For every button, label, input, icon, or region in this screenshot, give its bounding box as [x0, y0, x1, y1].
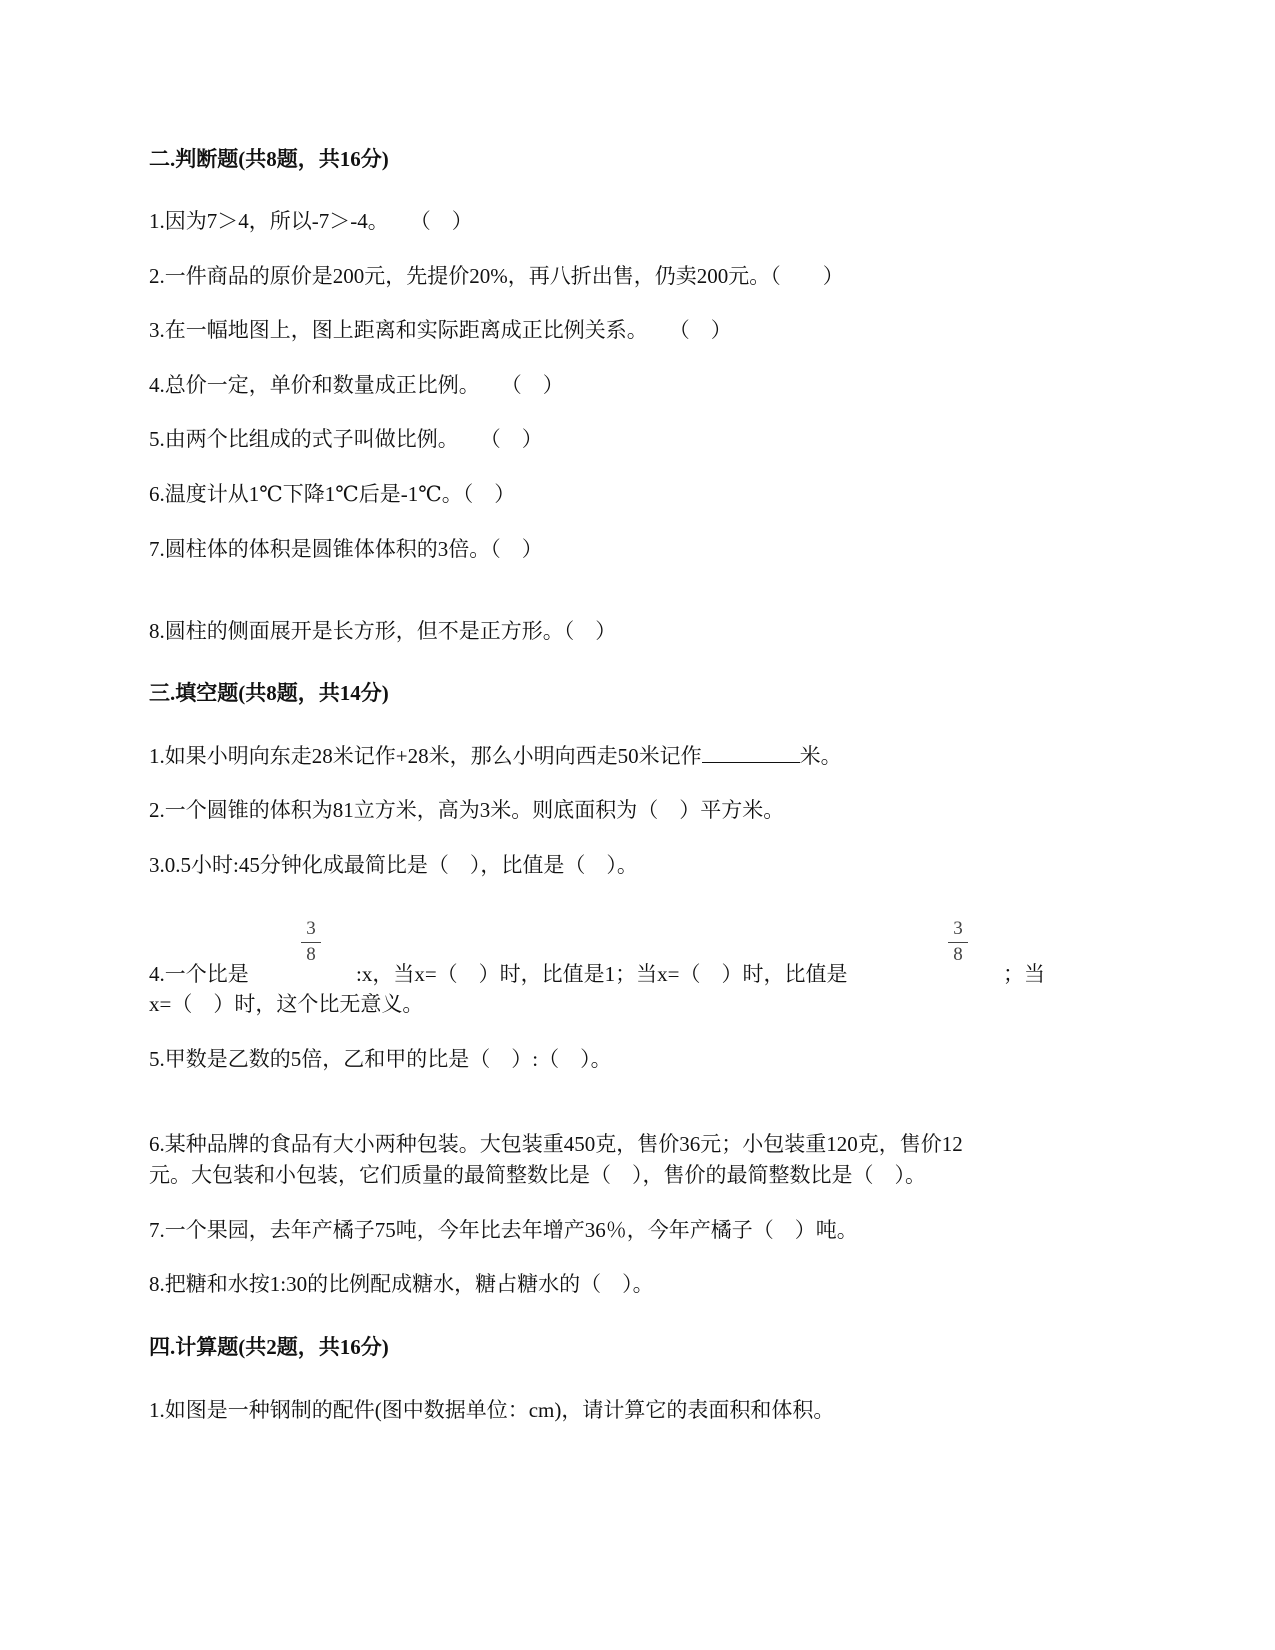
fill-question-1-unit: 米。	[799, 744, 842, 768]
section-heading-fill-blank: 三.填空题(共8题，共14分)	[149, 681, 389, 705]
fill-question-5: 5.甲数是乙数的5倍，乙和甲的比是（ ）:（ ）。	[149, 1047, 612, 1071]
fill-question-7: 7.一个果园，去年产橘子75吨，今年比去年增产36％，今年产橘子（ ）吨。	[149, 1218, 858, 1242]
section-heading-judgment: 二.判断题(共8题，共16分)	[149, 147, 389, 171]
fill-question-4-part3: ；当	[1003, 962, 1045, 986]
judgment-question-4: 4.总价一定，单价和数量成正比例。 （ ）	[149, 373, 564, 397]
fill-question-6-line2: 元。大包装和小包装，它们质量的最简整数比是（ ），售价的最简整数比是（ ）。	[149, 1163, 926, 1187]
fraction-denominator: 8	[306, 944, 316, 965]
fill-question-4-part2: :x，当x=（ ）时，比值是1；当x=（ ）时，比值是	[356, 962, 848, 986]
fraction-three-eighths	[948, 918, 968, 966]
judgment-question-2: 2.一件商品的原价是200元，先提价20%，再八折出售，仍卖200元。（ ）	[149, 264, 844, 288]
judgment-question-1: 1.因为7＞4，所以-7＞-4。 （ ）	[149, 209, 473, 233]
calc-question-1: 1.如图是一种钢制的配件(图中数据单位：cm)，请计算它的表面积和体积。	[149, 1398, 835, 1422]
judgment-question-5: 5.由两个比组成的式子叫做比例。 （ ）	[149, 427, 543, 451]
fraction-three-eighths	[301, 918, 321, 966]
judgment-question-7: 7.圆柱体的体积是圆锥体体积的3倍。（ ）	[149, 537, 543, 561]
fraction-numerator: 3	[953, 918, 963, 939]
section-heading-calculation: 四.计算题(共2题，共16分)	[149, 1335, 389, 1359]
answer-blank	[702, 742, 800, 763]
fraction-bar	[948, 942, 968, 943]
judgment-question-3: 3.在一幅地图上，图上距离和实际距离成正比例关系。 （ ）	[149, 318, 732, 342]
fraction-denominator: 8	[953, 944, 963, 965]
fill-question-1-text: 1.如果小明向东走28米记作+28米，那么小明向西走50米记作	[149, 744, 702, 768]
fill-question-4-part1: 4.一个比是	[149, 962, 249, 986]
fill-question-6-line1: 6.某种品牌的食品有大小两种包装。大包装重450克，售价36元；小包装重120克，售价12	[149, 1132, 963, 1156]
fraction-bar	[301, 942, 321, 943]
fill-question-3: 3.0.5小时:45分钟化成最简比是（ ），比值是（ ）。	[149, 853, 638, 877]
judgment-question-6: 6.温度计从1℃下降1℃后是-1℃。（ ）	[149, 482, 516, 506]
fill-question-8: 8.把糖和水按1:30的比例配成糖水，糖占糖水的（ ）。	[149, 1272, 654, 1296]
fraction-numerator: 3	[306, 918, 316, 939]
fill-question-1	[149, 742, 842, 770]
fill-question-4-line2: x=（ ）时，这个比无意义。	[149, 992, 424, 1016]
judgment-question-8: 8.圆柱的侧面展开是长方形，但不是正方形。（ ）	[149, 619, 617, 643]
fill-question-2: 2.一个圆锥的体积为81立方米，高为3米。则底面积为（ ）平方米。	[149, 798, 785, 822]
